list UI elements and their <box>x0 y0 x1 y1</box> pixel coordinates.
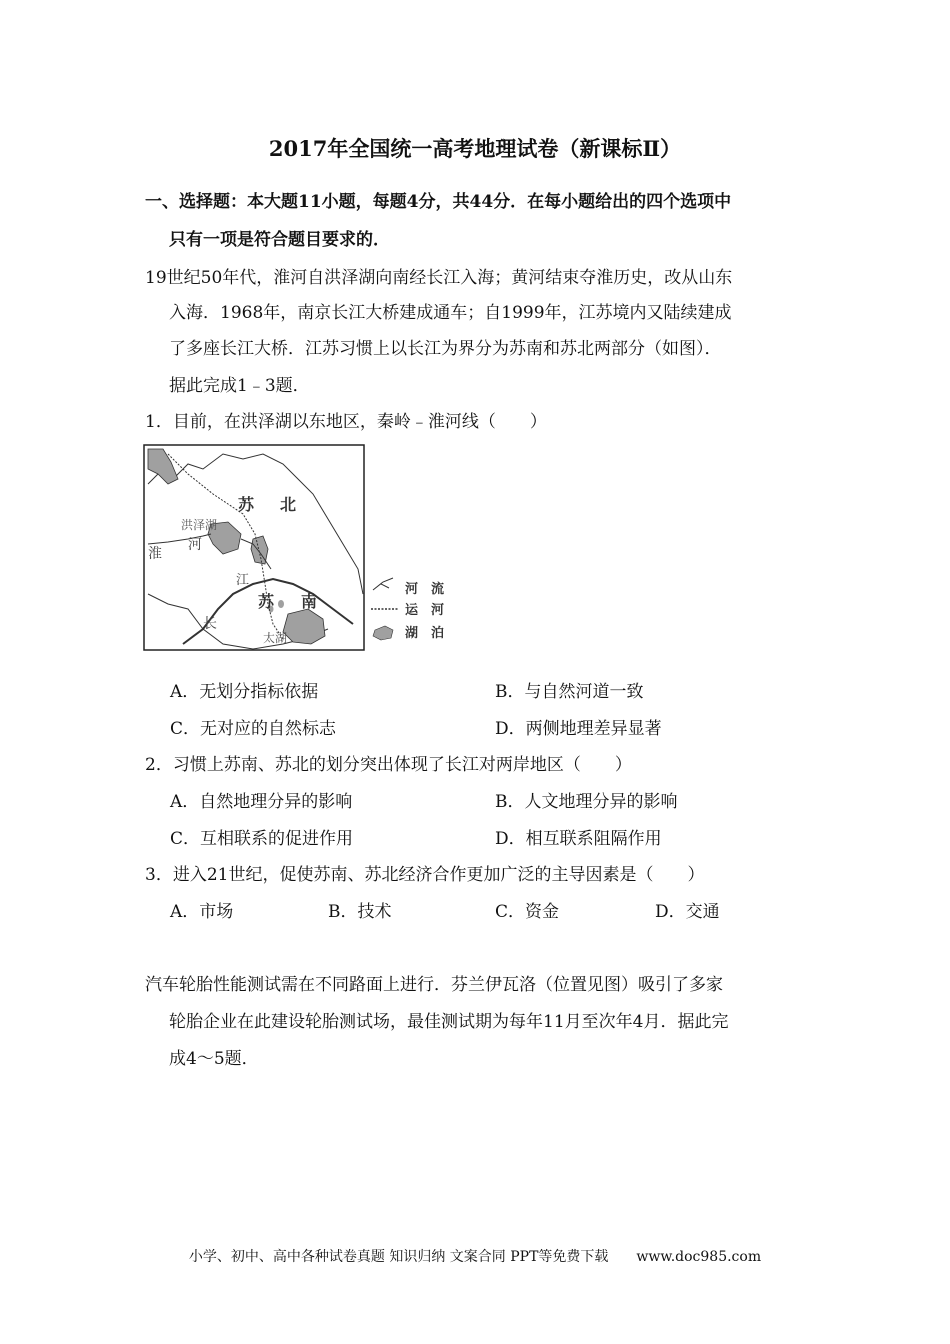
q2-option-b: B．人文地理分异的影响 <box>495 792 678 812</box>
page-footer: 小学、初中、高中各种试卷真题 知识归纳 文案合同 PPT等免费下载 www.doc985.com <box>188 1249 762 1265</box>
q1-option-c: C．无对应的自然标志 <box>170 719 337 739</box>
legend-lake-icon <box>373 626 393 640</box>
map-label-chang: 长 <box>203 615 217 631</box>
map-label-su-south-2: 南 <box>301 594 318 611</box>
q3-option-a: A．市场 <box>170 902 234 922</box>
legend-canal-label: 运 河 <box>405 602 445 617</box>
lake-small-1 <box>278 600 284 608</box>
q1-option-d: D．两侧地理差异显著 <box>495 719 662 739</box>
legend-lake-label: 湖 泊 <box>405 625 445 640</box>
q2-option-a: A．自然地理分异的影响 <box>170 792 353 812</box>
map-label-he: 河 <box>188 536 202 552</box>
map-label-hongze: 洪泽湖 <box>181 518 218 532</box>
q2-option-c: C．互相联系的促进作用 <box>170 829 354 849</box>
intro1-line1: 19世纪50年代，淮河自洪泽湖向南经长江入海；黄河结束夺淮历史，改从山东 <box>145 268 733 288</box>
q1-option-a: A．无划分指标依据 <box>170 682 319 702</box>
q2-stem: 2．习惯上苏南、苏北的划分突出体现了长江对两岸地区（ ） <box>145 755 632 775</box>
intro2-line2: 轮胎企业在此建设轮胎测试场，最佳测试期为每年11月至次年4月．据此完 <box>169 1012 729 1032</box>
jiangsu-map <box>143 444 463 652</box>
intro2-line1: 汽车轮胎性能测试需在不同路面上进行．芬兰伊瓦洛（位置见图）吸引了多家 <box>145 975 723 995</box>
q1-stem: 1．目前，在洪泽湖以东地区，秦岭﹣淮河线（ ） <box>145 412 547 432</box>
map-label-su-south-1: 苏 <box>258 594 275 611</box>
map-label-taihu: 太湖 <box>263 631 288 645</box>
map-label-su-north-1: 苏 <box>238 497 255 514</box>
section-heading-line1: 一、选择题：本大题11小题，每题4分，共44分．在每小题给出的四个选项中 <box>145 192 732 212</box>
map-label-huai: 淮 <box>148 545 162 561</box>
q2-option-d: D．相互联系阻隔作用 <box>495 829 662 849</box>
page-title: 2017年全国统一高考地理试卷（新课标Ⅱ） <box>268 136 682 161</box>
intro1-line4: 据此完成1﹣3题． <box>169 376 310 396</box>
map-label-jiang: 江 <box>236 572 250 587</box>
intro1-line3: 了多座长江大桥．江苏习惯上以长江为界分为苏南和苏北两部分（如图）． <box>169 339 722 359</box>
q3-option-c: C．资金 <box>495 902 560 922</box>
section-heading-line2: 只有一项是符合题目要求的． <box>169 230 390 250</box>
q3-option-b: B．技术 <box>328 902 392 922</box>
map-label-su-north-2: 北 <box>280 497 297 514</box>
legend-river-label: 河 流 <box>405 581 445 596</box>
q1-option-b: B．与自然河道一致 <box>495 682 644 702</box>
q3-option-d: D．交通 <box>655 902 720 922</box>
intro1-line2: 入海．1968年，南京长江大桥建成通车；自1999年，江苏境内又陆续建成 <box>169 303 732 323</box>
intro2-line3: 成4～5题． <box>169 1049 259 1069</box>
legend-river-icon <box>373 578 393 590</box>
q3-stem: 3．进入21世纪，促使苏南、苏北经济合作更加广泛的主导因素是（ ） <box>145 865 705 885</box>
